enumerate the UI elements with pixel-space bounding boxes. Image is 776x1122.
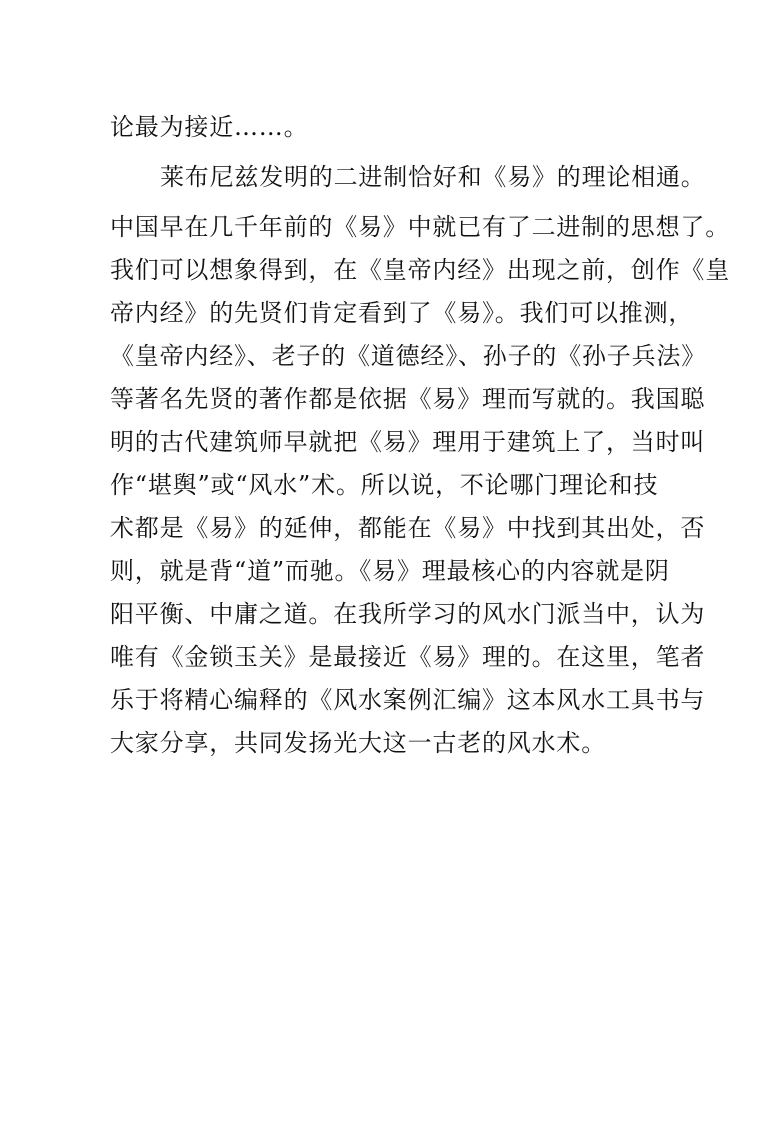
text-line-14: 乐于将精心编释的《风水案例汇编》这本风水工具书与 (110, 686, 706, 714)
text-line-11: 则，就是背“道”而驰。《易》理最核心的内容就是阴 (110, 557, 670, 585)
text-line-6: 《皇帝内经》、老子的《道德经》、孙子的《孙子兵法》 (110, 342, 706, 370)
text-line-10: 术都是《易》的延伸，都能在《易》中找到其出处，否 (110, 514, 706, 542)
text-line-5: 帝内经》的先贤们肯定看到了《易》。我们可以推测， (110, 299, 694, 327)
text-line-1: 论最为接近……。 (110, 113, 309, 141)
text-line-4: 我们可以想象得到，在《皇帝内经》出现之前，创作《皇 (110, 256, 730, 284)
text-line-9: 作“堪舆”或“风水”术。所以说，不论哪门理论和技 (110, 471, 659, 499)
text-line-15: 大家分享，共同发扬光大这一古老的风水术。 (110, 729, 606, 757)
text-line-7: 等著名先贤的著作都是依据《易》理而写就的。我国聪 (110, 385, 706, 413)
text-line-13: 唯有《金锁玉关》是最接近《易》理的。在这里，笔者 (110, 643, 706, 671)
text-line-12: 阳平衡、中庸之道。在我所学习的风水门派当中，认为 (110, 600, 706, 628)
text-line-8: 明的古代建筑师早就把《易》理用于建筑上了，当时叫 (110, 428, 706, 456)
text-line-2: 莱布尼兹发明的二进制恰好和《易》的理论相通。 (160, 163, 706, 191)
text-line-3: 中国早在几千年前的《易》中就已有了二进制的思想了。 (110, 213, 730, 241)
